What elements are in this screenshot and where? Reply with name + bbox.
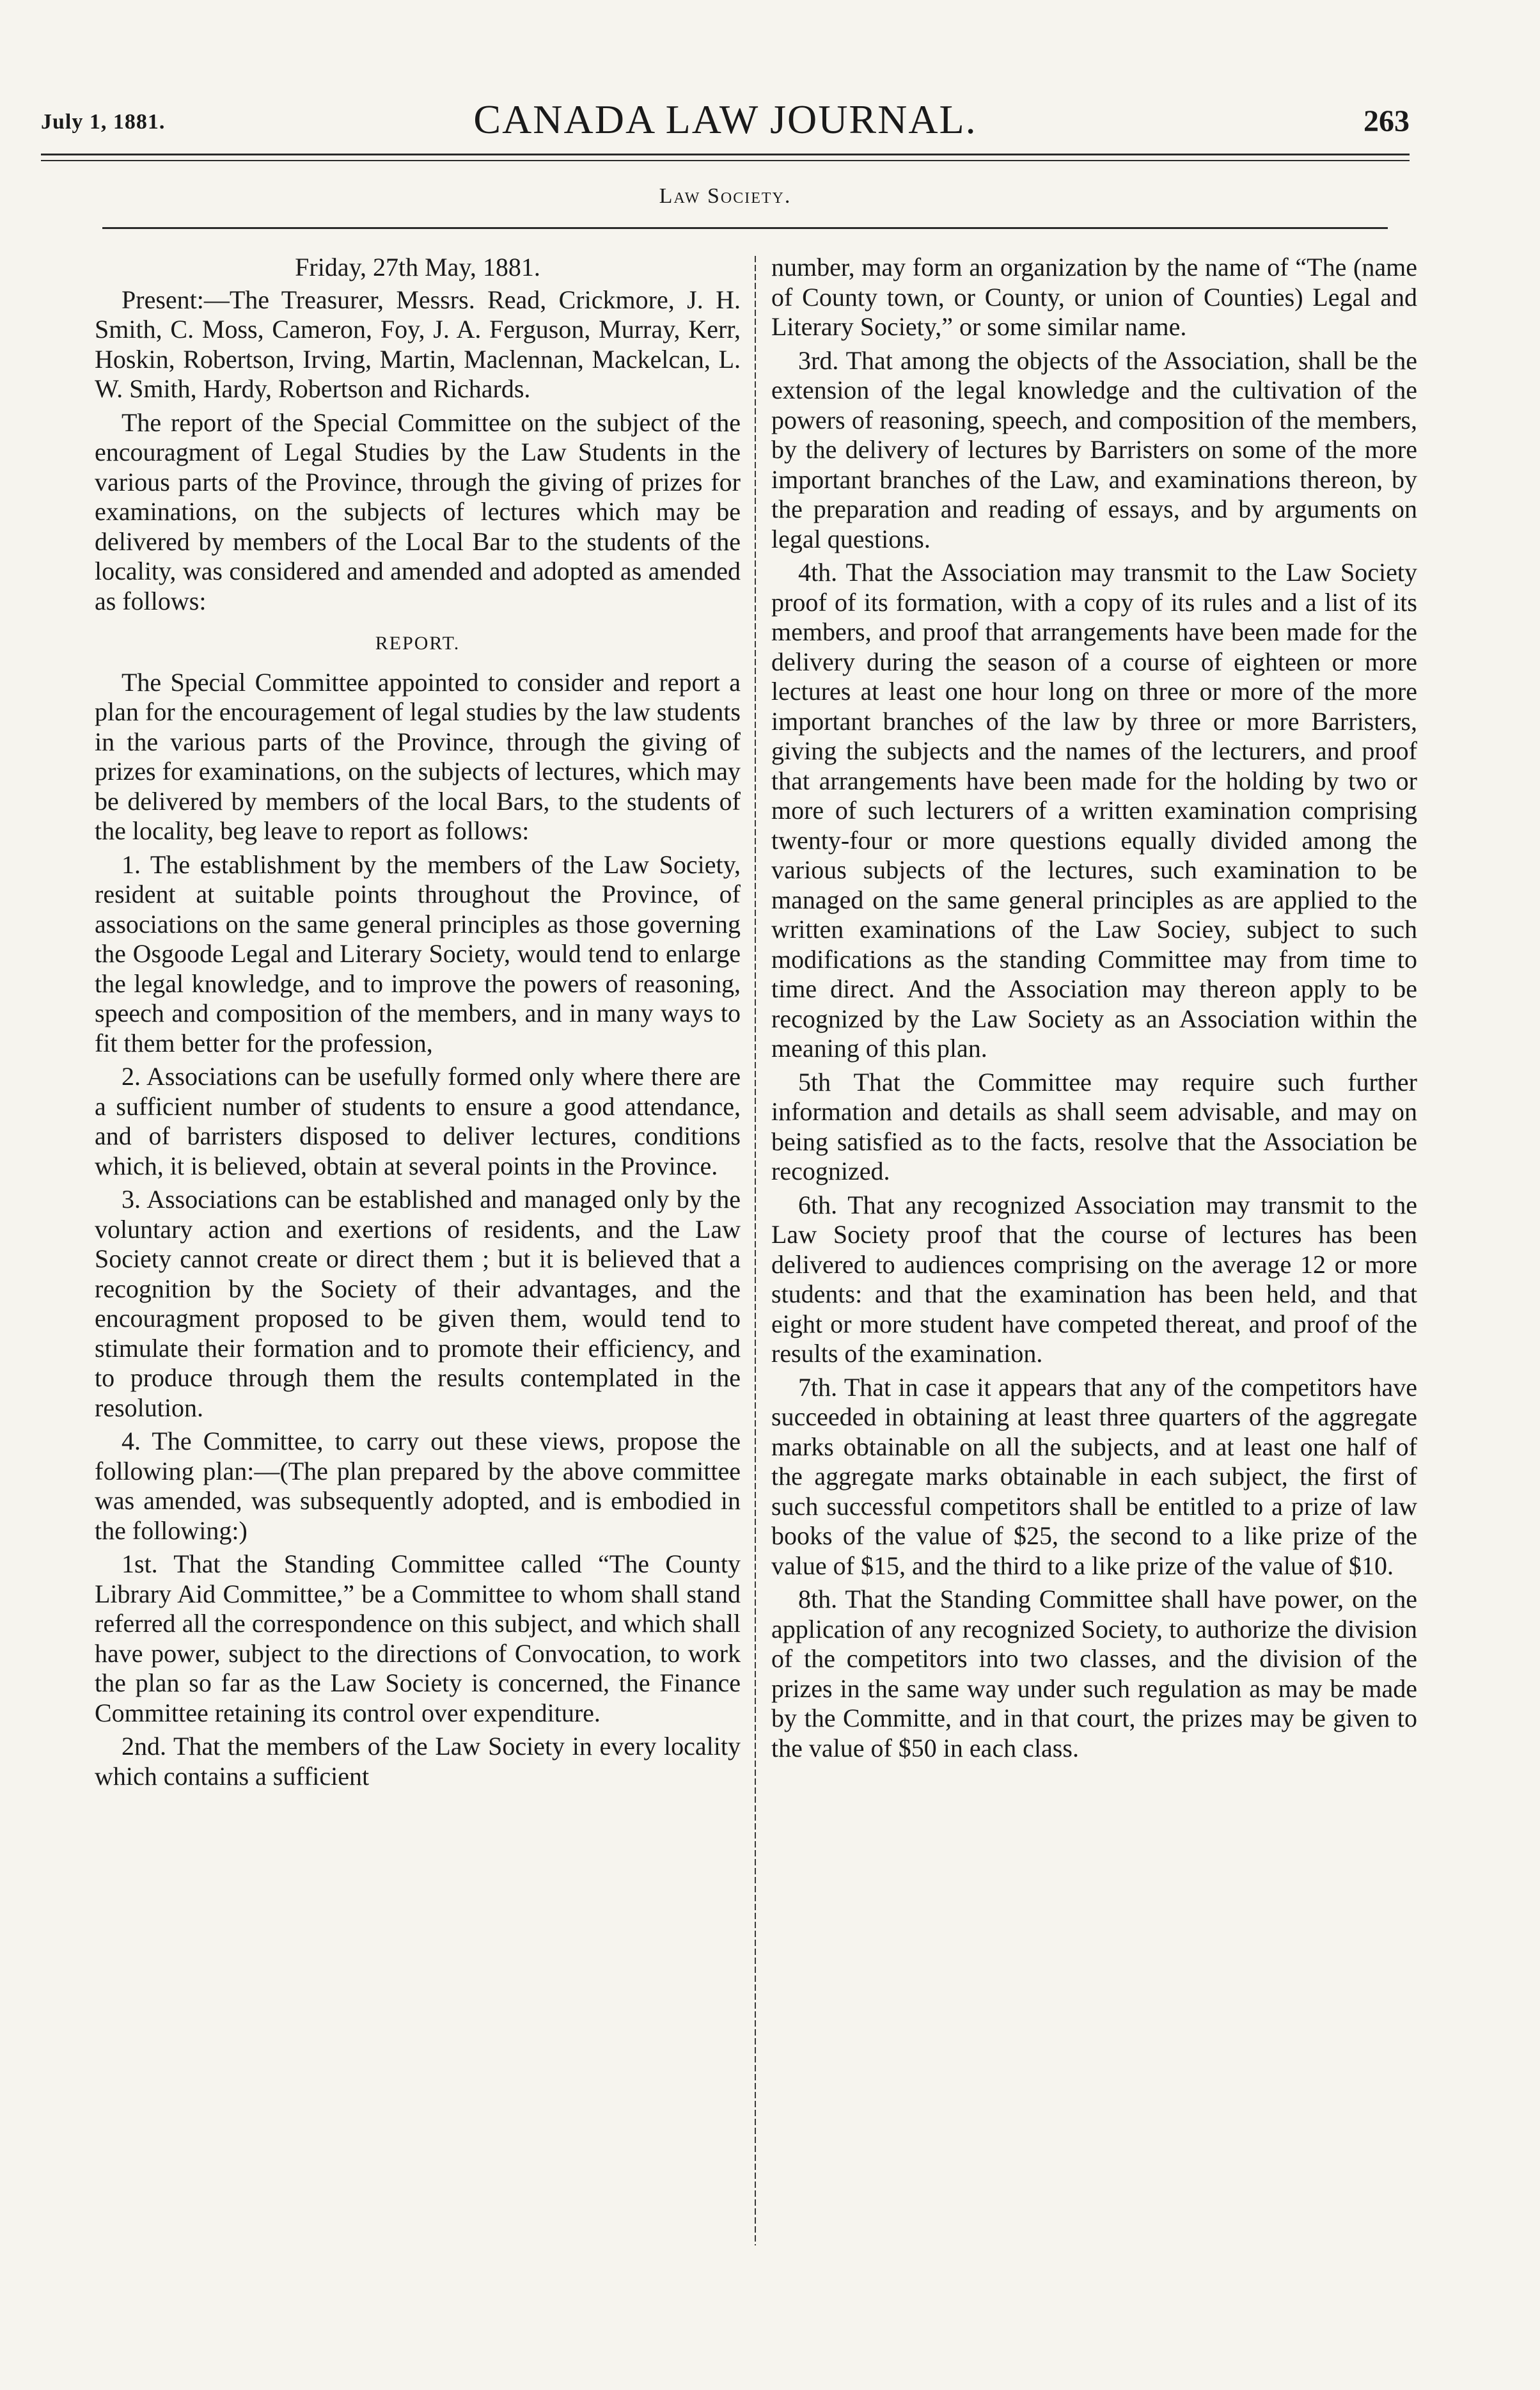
column-divider bbox=[755, 256, 756, 2245]
plan-item-4: 4th. That the Association may transmit to the Law Society proof of its formation, with a copy of its rules and a list of its members, and proof that arrangements have been made for the delivery during the season of a course of eighteen or more lectures at least one hour long on three or more of the more important branches of the law by three or more Barristers, giving the subjects and the names of the lecturers, and proof that arrangements have been made for the holding by two or more of such lecturers of a written examination comprising twenty-four or more questions equally divided among the various subjects of the lectures, such examination to be managed on the same general principles as are applied to the written examinations of the Law Sociey, subject to such modifications as the standing Committee may from time to time direct. And the Association may thereon apply to be recognized by the Law Society as an Association within the meaning of this plan. bbox=[771, 558, 1417, 1063]
header-date: July 1, 1881. bbox=[41, 110, 166, 134]
header-rule-top bbox=[41, 154, 1410, 155]
plan-item-3: 3rd. That among the objects of the Association, shall be the extension of the legal knowledge and the cultivation of the powers of reasoning, speech, and composition of the members, by the delivery of lectures by Barristers on some of the more important branches of the Law, and examinations thereon, by the preparation and reading of essays, and by arguments on legal questions. bbox=[771, 345, 1417, 553]
meeting-date: Friday, 27th May, 1881. bbox=[295, 253, 540, 281]
report-heading: REPORT. bbox=[375, 633, 460, 654]
section-title: Law Society. bbox=[659, 184, 792, 208]
journal-title: CANADA LAW JOURNAL. bbox=[473, 97, 977, 142]
report-para-4: 4. The Committee, to carry out these views, propose the following plan:—(The plan prepared by the above committee was amended, was subsequently adopted, and is embodied in the following:) bbox=[95, 1427, 741, 1545]
report-para-1: 1. The establishment by the members of the Law Society, resident at suitable points throughout the Province, of associations on the same general principles as those governing the Osgoode Legal and Literary Society, would tend to enlarge the legal knowledge, and to improve the powers of reasoning, speech and composition of the members, and in many ways to fit them better for the profession, bbox=[95, 850, 741, 1057]
header-rule-bottom bbox=[41, 160, 1410, 161]
page-number: 263 bbox=[1363, 104, 1410, 138]
plan-item-1: 1st. That the Standing Committee called “The County Library Aid Committee,” be a Committee to whom shall stand referred all the correspondence on this subject, and which shall have power, subject to the directions of Convocation, to work the plan so far as the Law Society is concerned, the Finance Committee retaining its control over expenditure. bbox=[95, 1549, 741, 1727]
intro-paragraph: The report of the Special Committee on the subject of the encouragment of Legal Studies by the Law Students in the various parts of the Province, through the giving of prizes for examinations, on the subjects of lectures which may be delivered by members of the Local Bar to the students of the locality, was considered and amended and adopted as amended as follows: bbox=[95, 408, 741, 615]
plan-item-8: 8th. That the Standing Committee shall have power, on the application of any recognized Society, to authorize the division of the competitors into two classes, and the division of the prizes in the same way under such regulation as may be made by the Committe, and in that court, the prizes may be given to the value of $50 in each class. bbox=[771, 1585, 1417, 1762]
plan-item-5: 5th That the Committee may require such further information and details as shall seem advisable, and may on being satisfied as to the facts, resolve that the Association be recognized. bbox=[771, 1067, 1417, 1185]
report-intro: The Special Committee appointed to consider and report a plan for the encouragement of legal studies by the law students in the various parts of the Province, through the giving of prizes for examinations, on the subjects of lectures, which may be delivered by members of the local Bars, to the students of the locality, beg leave to report as follows: bbox=[95, 667, 741, 845]
present-list: Present:—The Treasurer, Messrs. Read, Crickmore, J. H. Smith, C. Moss, Cameron, Foy, J. A. Ferguson, Murray, Kerr, Hoskin, Robertson, Irving, Martin, Maclennan, Mackelcan, L. W. Smith, Hardy, Robertson and Richards. bbox=[95, 285, 741, 403]
page-header bbox=[41, 96, 1410, 147]
plan-item-2-end: number, may form an organization by the name of “The (name of County town, or County, or union of Counties) Legal and Literary Society,” or some similar name. bbox=[771, 253, 1417, 341]
plan-item-7: 7th. That in case it appears that any of the competitors have succeeded in obtaining at least three quarters of the aggregate marks obtainable on all the subjects, and at least one half of the aggregate marks obtainable in each subject, the first of such successful competitors shall be entitled to a prize of law books of the value of $25, the second to a like prize of the value of $15, and the third to a like prize of the value of $10. bbox=[771, 1372, 1417, 1580]
report-para-2: 2. Associations can be usefully formed only where there are a sufficient number of students to ensure a good attendance, and of barristers disposed to deliver lectures, conditions which, it is believed, obtain at several points in the Province. bbox=[95, 1062, 741, 1180]
right-column bbox=[771, 253, 1417, 1767]
plan-item-2-start: 2nd. That the members of the Law Society in every locality which contains a sufficient bbox=[95, 1732, 741, 1791]
section-rule bbox=[102, 227, 1388, 229]
plan-item-6: 6th. That any recognized Association may transmit to the Law Society proof that the course of lectures has been delivered to audiences comprising on the average 12 or more students: and that the examination has been held, and that eight or more student have competed thereat, and proof of the results of the examination. bbox=[771, 1190, 1417, 1368]
left-column bbox=[95, 253, 741, 1795]
report-para-3: 3. Associations can be established and managed only by the voluntary action and exertions of residents, and the Law Society cannot create or direct them ; but it is believed that a recognition by the Society of their advantages, and the encouragment proposed to be given them, would tend to stimulate their formation and to promote their efficiency, and to produce through them the results contemplated in the resolution. bbox=[95, 1185, 741, 1422]
